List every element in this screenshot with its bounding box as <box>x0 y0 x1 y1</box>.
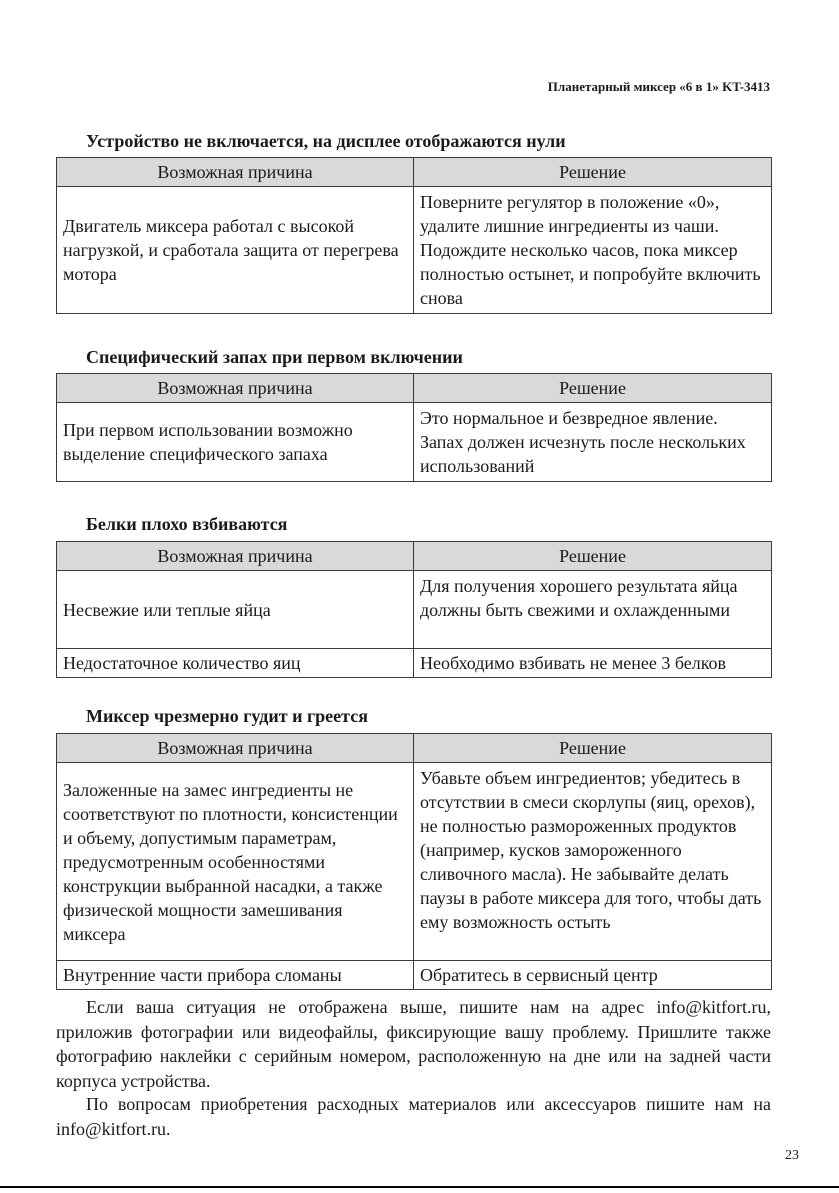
solution-cell: Это нормальное и безвредное явление. Запах должен исчезнуть после нескольких использований <box>414 403 772 482</box>
table-row <box>57 403 772 482</box>
section-title-egg-whites: Белки плохо взбиваются <box>86 514 288 534</box>
page-number: 23 <box>785 1148 799 1163</box>
column-header-cause: Возможная причина <box>57 734 414 763</box>
troubleshooting-table-smell <box>56 373 772 482</box>
cause-cell: Внутренние части прибора сломаны <box>57 961 414 990</box>
cause-cell: Недостаточное количество яиц <box>57 649 414 678</box>
table-header-row <box>57 158 772 187</box>
cause-cell: При первом использовании возможно выделение специфического запаха <box>57 403 414 482</box>
column-header-cause: Возможная причина <box>57 542 414 571</box>
table-row <box>57 961 772 990</box>
table-header-row <box>57 374 772 403</box>
troubleshooting-table-egg-whites <box>56 541 772 678</box>
column-header-solution: Решение <box>414 158 772 187</box>
solution-cell: Необходимо взбивать не менее 3 белков <box>414 649 772 678</box>
table-row <box>57 187 772 314</box>
cause-cell: Заложенные на замес ингредиенты не соответствуют по плотности, консистенции и объему, допустимым параметрам, предусмотренным особенностями конструкции выбранной насадки, а также физической мощности замешивания миксера <box>57 763 414 961</box>
table-header-row <box>57 542 772 571</box>
section-title-smell: Специфический запах при первом включении <box>86 347 463 367</box>
document-header-title: Планетарный миксер «6 в 1» KT-3413 <box>547 79 770 94</box>
contact-paragraph: Если ваша ситуация не отображена выше, пишите нам на адрес info@kitfort.ru, приложив фотографии или видеофайлы, фиксирующие вашу проблему. Пришлите также фотографию наклейки с серийным номером, расположенную на дне или на задней части корпуса устройства. <box>56 997 771 1091</box>
solution-cell: Обратитесь в сервисный центр <box>414 961 772 990</box>
accessories-paragraph: По вопросам приобретения расходных материалов или аксессуаров пишите нам на info@kitfort.ru. <box>56 1094 771 1139</box>
column-header-solution: Решение <box>414 374 772 403</box>
section-title-no-power: Устройство не включается, на дисплее отображаются нули <box>86 131 566 151</box>
column-header-solution: Решение <box>414 542 772 571</box>
troubleshooting-table-no-power <box>56 157 772 314</box>
solution-cell: Убавьте объем ингредиентов; убедитесь в отсутствии в смеси скорлупы (яиц, орехов), не полностью размороженных продуктов (например, кусков замороженного сливочного масла). Не забывайте делать паузы в работе миксера для того, чтобы дать ему возможность остыть <box>414 763 772 961</box>
cause-cell: Несвежие или теплые яйца <box>57 571 414 649</box>
table-row <box>57 763 772 961</box>
column-header-cause: Возможная причина <box>57 158 414 187</box>
column-header-cause: Возможная причина <box>57 374 414 403</box>
bottom-rule <box>0 1186 839 1188</box>
troubleshooting-table-noise-heat <box>56 733 772 990</box>
solution-cell: Поверните регулятор в положение «0», удалите лишние ингредиенты из чаши. Подождите несколько часов, пока миксер полностью остынет, и попробуйте включить снова <box>414 187 772 314</box>
column-header-solution: Решение <box>414 734 772 763</box>
table-row <box>57 571 772 649</box>
cause-cell: Двигатель миксера работал с высокой нагрузкой, и сработала защита от перегрева мотора <box>57 187 414 314</box>
table-header-row <box>57 734 772 763</box>
table-row <box>57 649 772 678</box>
section-title-noise-heat: Миксер чрезмерно гудит и греется <box>86 706 368 726</box>
solution-cell: Для получения хорошего результата яйца должны быть свежими и охлажденными <box>414 571 772 649</box>
